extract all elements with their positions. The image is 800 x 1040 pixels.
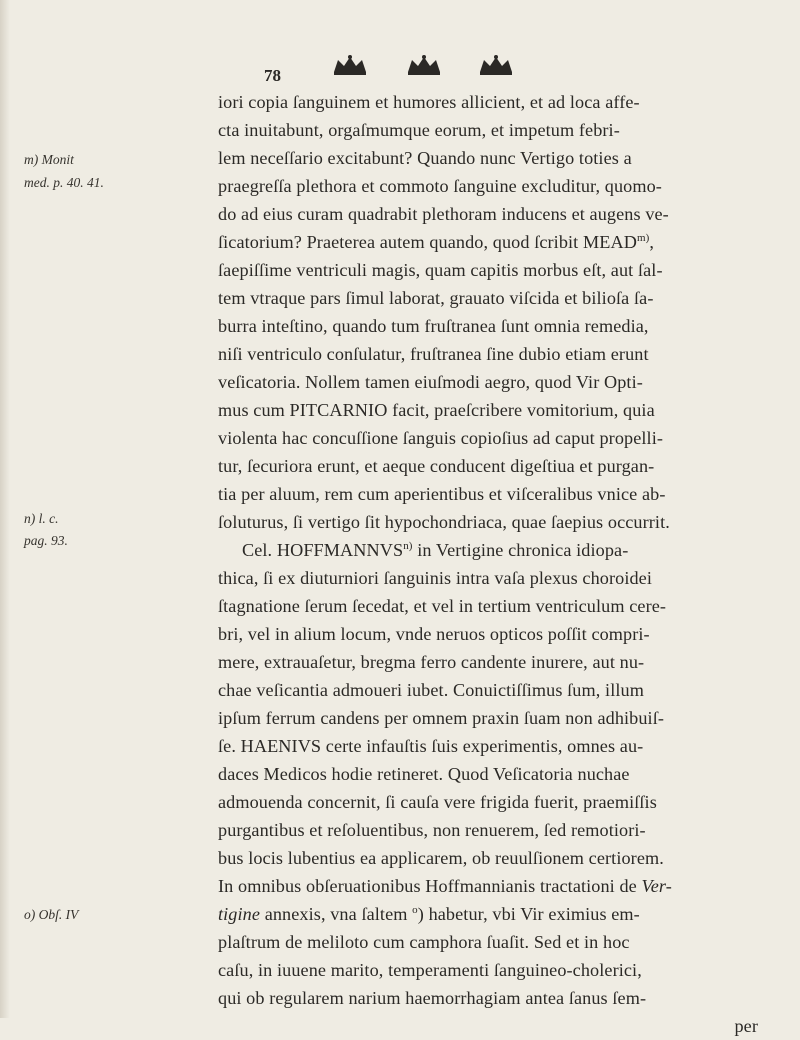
text-line: cta inuitabunt, orgaſmumque eorum, et impetum febri- <box>218 120 620 140</box>
text-line: purgantibus et reſoluentibus, non renuerem, ſed remotiori- <box>218 820 646 840</box>
text-line: caſu, in iuuene marito, temperamenti ſanguineo-cholerici, <box>218 960 642 980</box>
margin-note: n) l. c. <box>24 511 59 526</box>
text-line: ſe. HAENIVS certe infauſtis ſuis experimentis, omnes au- <box>218 736 644 756</box>
text-span: Cel. HOFFMANNVS <box>242 540 404 560</box>
text-line: ipſum ferrum candens per omnem praxin ſuam non adhibuiſ- <box>218 708 665 728</box>
catchword: per <box>734 1016 758 1036</box>
text-line: niſi ventriculo conſulatur, fruſtranea ſine dubio etiam erunt <box>218 344 649 364</box>
text-line: chae veſicantia admoueri iubet. Conuictiſſimus ſum, illum <box>218 680 644 700</box>
text-line: admouenda concernit, ſi cauſa vere frigida fuerit, praemiſſis <box>218 792 657 812</box>
text-line: mere, extrauaſetur, bregma ferro candente inurere, aut nu- <box>218 652 645 672</box>
crown-ornament-icon <box>330 54 370 76</box>
page-gutter-shadow <box>0 0 10 1018</box>
text-line: daces Medicos hodie retineret. Quod Veſicatoria nuchae <box>218 764 630 784</box>
text-line: tem vtraque pars ſimul laborat, grauato viſcida et bilioſa ſa- <box>218 288 654 308</box>
text-line: tia per aluum, rem cum aperientibus et viſceralibus vnice ab- <box>218 484 666 504</box>
text-line <box>218 536 778 564</box>
italic-span: tigine <box>218 904 261 924</box>
text-span: ) habetur, vbi Vir eximius em- <box>417 904 640 924</box>
text-line: plaſtrum de meliloto cum camphora ſuaſit. Sed et in hoc <box>218 932 630 952</box>
footnote-ref: n) <box>403 539 413 552</box>
text-line: ſtagnatione ſerum ſecedat, et vel in tertium ventriculum cere- <box>218 596 667 616</box>
text-line: mus cum PITCARNIO facit, praeſcribere vomitorium, quia <box>218 400 655 420</box>
crown-ornament-icon <box>404 54 444 76</box>
text-line: ſaepiſſime ventriculi magis, quam capitis morbus eſt, aut ſal- <box>218 260 663 280</box>
text-line: qui ob regularem narium haemorrhagiam antea ſanus ſem- <box>218 988 647 1008</box>
body-text <box>218 88 778 1040</box>
text-line: thica, ſi ex diuturniori ſanguinis intra vaſa plexus choroidei <box>218 568 653 588</box>
italic-span: Ver- <box>641 876 672 896</box>
text-line: iori copia ſanguinem et humores allicient, et ad loca affe- <box>218 92 640 112</box>
text-line <box>218 900 778 928</box>
text-line: veſicatoria. Nollem tamen eiuſmodi aegro, quod Vir Opti- <box>218 372 643 392</box>
text-line: bri, vel in alium locum, vnde neruos opticos poſſit compri- <box>218 624 650 644</box>
text-line: burra inteſtino, quando tum fruſtranea ſunt omnia remedia, <box>218 316 649 336</box>
text-line: lem neceſſario excitabunt? Quando nunc Vertigo toties a <box>218 148 632 168</box>
page-number: 78 <box>264 66 281 85</box>
text-line: ſoluturus, ſi vertigo ſit hypochondriaca, quae ſaepius occurrit. <box>218 512 670 532</box>
text-line: violenta hac concuſſione ſanguis copioſius ad caput propelli- <box>218 428 663 448</box>
crown-ornament-icon <box>476 54 516 76</box>
text-span: annexis, vna ſaltem <box>264 904 408 924</box>
text-line <box>218 872 778 900</box>
margin-note: m) Monit <box>24 152 74 167</box>
text-span: in Vertigine chronica idiopa- <box>412 540 629 560</box>
text-line: do ad eius curam quadrabit plethoram inducens et augens ve- <box>218 204 669 224</box>
margin-note: o) Obſ. IV <box>24 907 79 922</box>
footnote-ref: o <box>412 903 418 916</box>
footnote-ref: m) <box>636 231 650 244</box>
text-span: In omnibus obſeruationibus Hoffmannianis tractationi de <box>218 876 637 896</box>
margin-note: pag. 93. <box>24 533 68 548</box>
text-line: tur, ſecuriora erunt, et aeque conducent digeſtiua et purgan- <box>218 456 655 476</box>
text-line: praegreſſa plethora et commoto ſanguine excluditur, quomo- <box>218 176 662 196</box>
text-line: ſicatorium? Praeterea autem quando, quod ſcribit MEAD$^{m)}$, <box>218 231 655 252</box>
text-span: ſicatorium? Praeterea autem quando, quod ſcribit MEAD <box>218 232 637 252</box>
margin-note: med. p. 40. 41. <box>24 175 104 190</box>
text-line: bus locis lubentius ea applicarem, ob reuulſionem certiorem. <box>218 848 664 868</box>
